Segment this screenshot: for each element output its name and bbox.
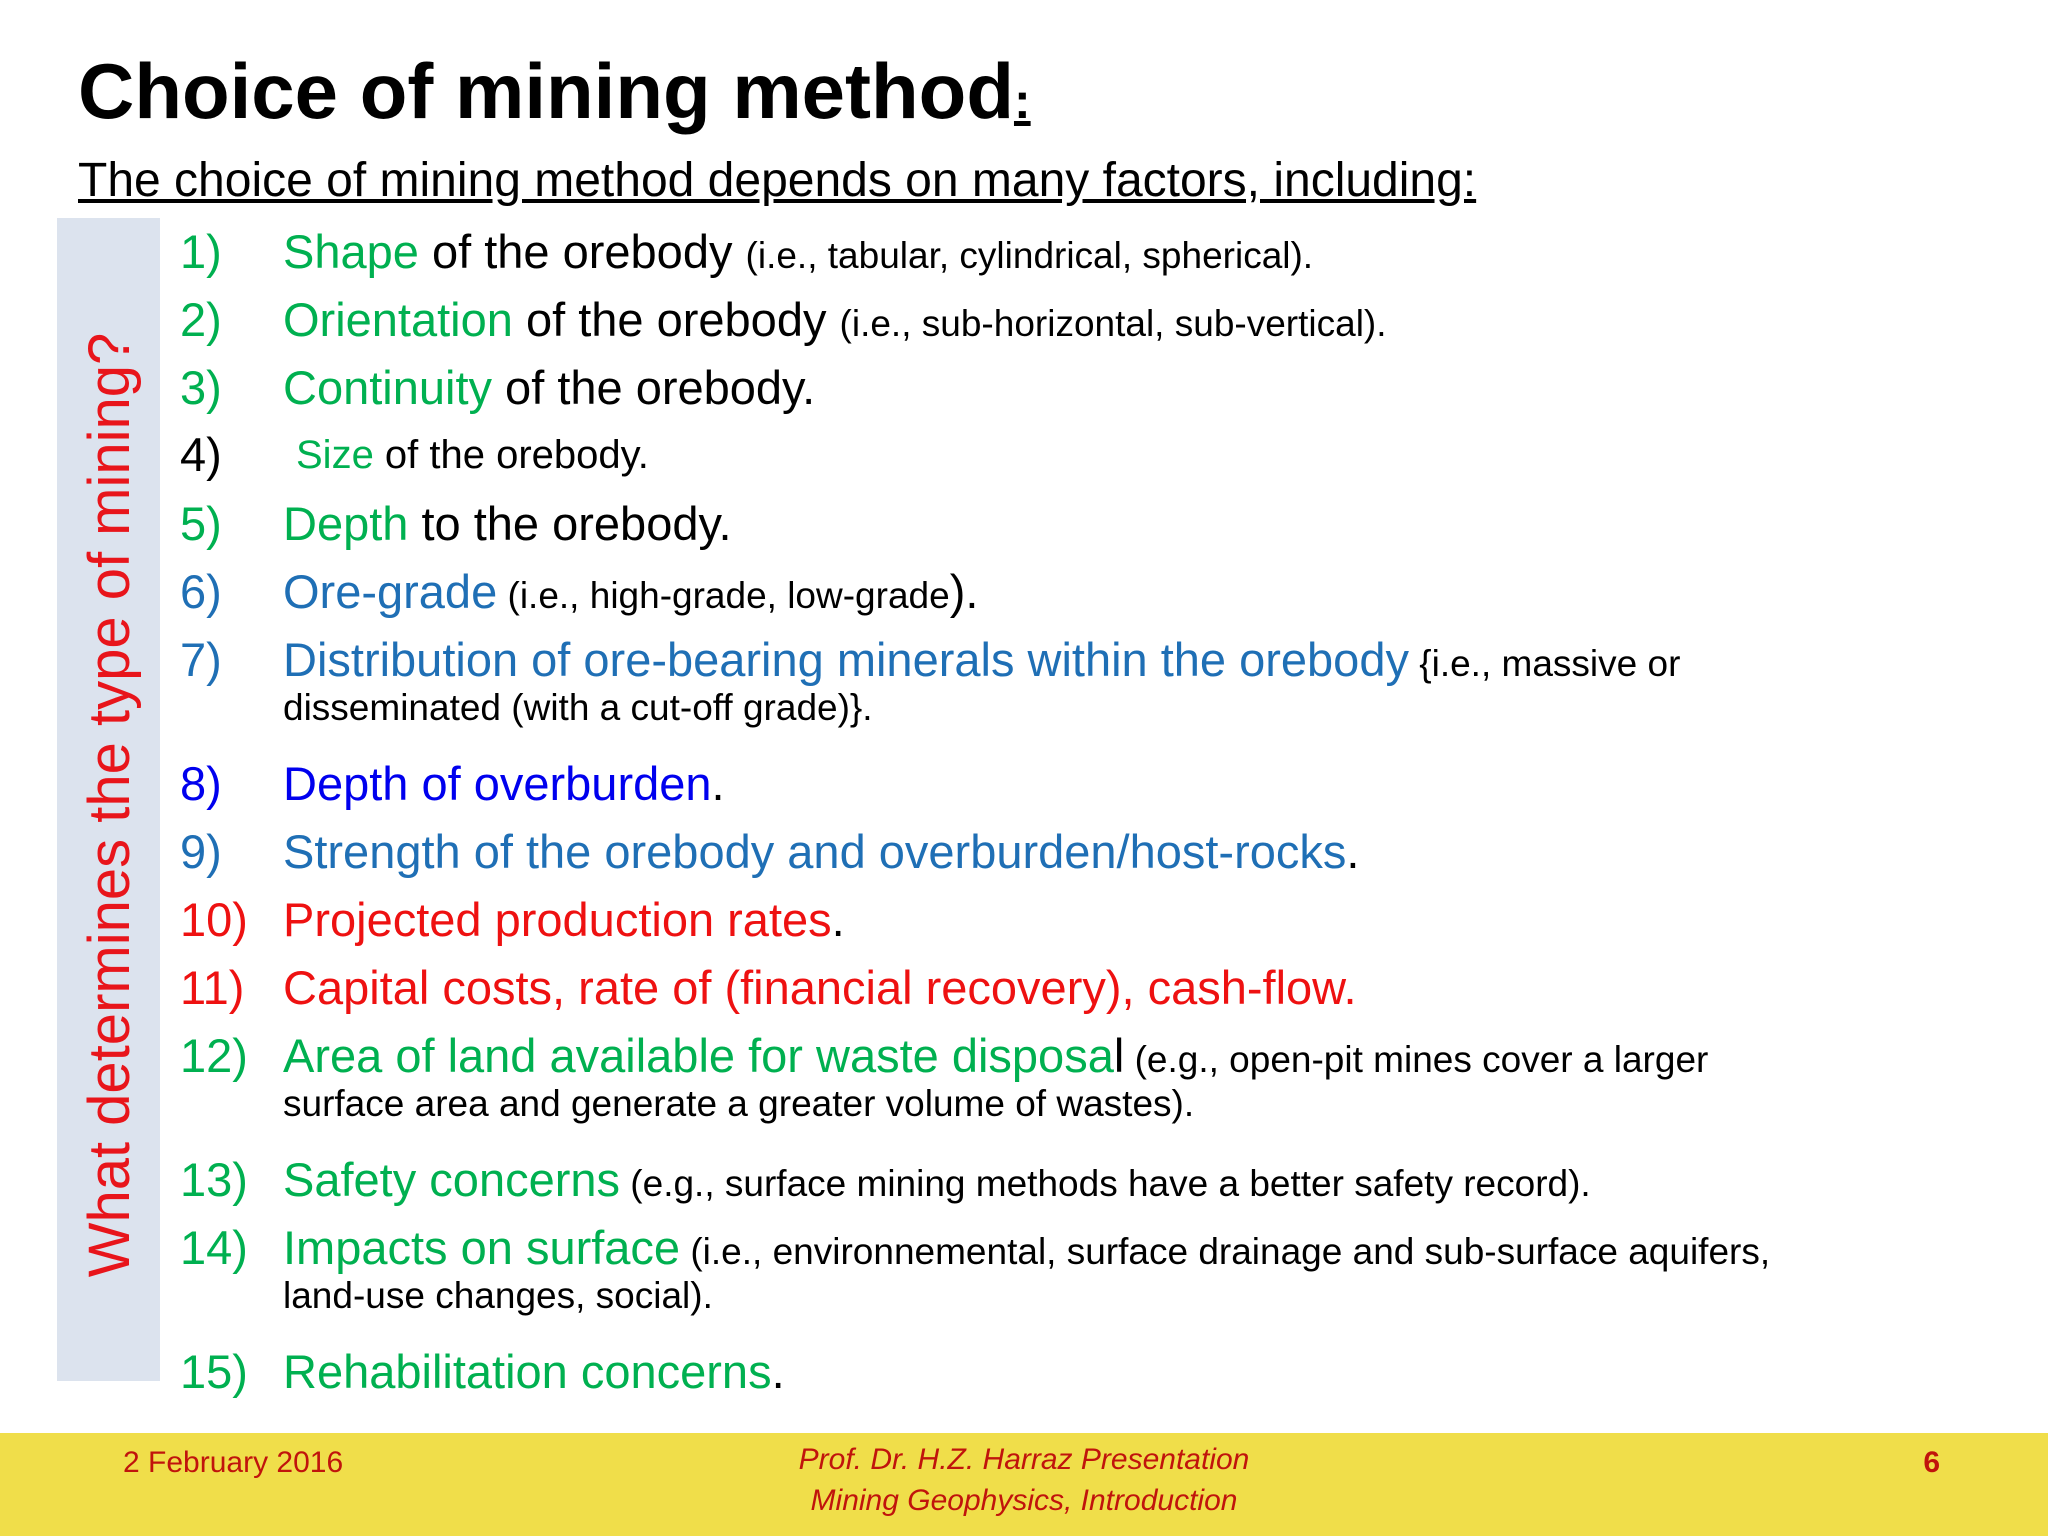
item-text: of the orebody. <box>373 433 649 477</box>
item-number: 3) <box>180 361 222 414</box>
list-item <box>180 428 2008 481</box>
list-item <box>180 225 2008 279</box>
footer-credits <box>724 1440 1324 1521</box>
page-number: 6 <box>1923 1446 1940 1479</box>
item-note: {i.e., massive or <box>1408 643 1681 684</box>
item-number: 5) <box>180 497 222 550</box>
item-note-continued: land-use changes, social). <box>283 1275 713 1317</box>
item-punct: ). <box>949 565 979 618</box>
item-factor: Distribution of ore-bearing minerals within the orebody <box>283 633 1409 686</box>
item-number: 2) <box>180 293 222 346</box>
item-number: 12) <box>180 1029 248 1082</box>
list-item <box>180 633 2008 730</box>
item-number: 11) <box>180 961 245 1014</box>
footer-date: 2 February 2016 <box>123 1446 344 1479</box>
list-item <box>180 1345 2008 1399</box>
slide-title <box>78 47 1031 135</box>
slide-subtitle: The choice of mining method depends on many factors, including: <box>78 154 1477 207</box>
item-note-continued: disseminated (with a cut-off grade)}. <box>283 687 873 729</box>
list-item <box>180 293 2008 347</box>
item-text: l <box>1113 1029 1125 1082</box>
list-item <box>180 757 2008 811</box>
list-item <box>180 1029 2008 1126</box>
list-item <box>180 361 2008 415</box>
item-factor: Orientation <box>283 293 513 346</box>
item-punct: . <box>711 757 725 810</box>
item-factor: Rehabilitation concerns <box>283 1345 772 1398</box>
item-factor: Impacts on surface <box>283 1221 681 1274</box>
item-note: (i.e., tabular, cylindrical, spherical). <box>745 235 1314 276</box>
item-number: 6) <box>180 565 222 618</box>
list-item <box>180 825 2008 879</box>
item-number: 10) <box>180 893 248 946</box>
item-text: of the orebody. <box>492 361 816 414</box>
list-item <box>180 497 2008 551</box>
item-punct: . <box>831 893 845 946</box>
item-factor: Shape <box>283 225 419 278</box>
item-note: (e.g., surface mining methods have a better safety record). <box>620 1163 1591 1204</box>
item-number: 15) <box>180 1345 248 1398</box>
footer-presenter: Prof. Dr. H.Z. Harraz Presentation <box>798 1443 1250 1476</box>
list-item <box>180 1153 2008 1207</box>
item-factor: Strength of the orebody and overburden/host-rocks <box>283 825 1347 878</box>
item-text: to the orebody. <box>408 497 732 550</box>
item-factor: Safety concerns <box>283 1153 621 1206</box>
list-item <box>180 961 2008 1015</box>
item-number: 8) <box>180 757 222 810</box>
item-note: (i.e., high-grade, low-grade <box>497 575 950 616</box>
item-punct: . <box>1346 825 1360 878</box>
item-note: (i.e., sub-horizontal, sub-vertical). <box>839 303 1387 344</box>
item-factor: Area of land available for waste disposa <box>283 1029 1114 1082</box>
item-note: (i.e., environnemental, surface drainage and sub-surface aquifers, <box>680 1231 1771 1272</box>
list-item <box>180 565 2008 619</box>
item-factor: Size <box>296 433 374 477</box>
side-label: What determines the type of mining? <box>77 332 142 1278</box>
item-number: 14) <box>180 1221 248 1274</box>
list-item <box>180 1221 2008 1318</box>
slide-title-colon: : <box>1013 73 1031 129</box>
item-factor: Depth of overburden <box>283 757 712 810</box>
item-number: 9) <box>180 825 222 878</box>
item-text: of the orebody <box>418 225 746 278</box>
item-note: (e.g., open-pit mines cover a larger <box>1124 1039 1709 1080</box>
item-factor: Capital costs, rate of (financial recovery), cash-flow. <box>283 961 1357 1014</box>
item-punct: . <box>771 1345 785 1398</box>
item-factor: Continuity <box>283 361 492 414</box>
item-factor: Ore-grade <box>283 565 498 618</box>
item-factor: Depth <box>283 497 409 550</box>
item-number: 4) <box>180 428 222 481</box>
item-text: of the orebody <box>512 293 840 346</box>
item-factor: Projected production rates <box>283 893 832 946</box>
item-number: 13) <box>180 1153 248 1206</box>
item-number: 7) <box>180 633 222 686</box>
slide-title-text: Choice of mining method <box>78 47 1014 135</box>
footer-course: Mining Geophysics, Introduction <box>810 1483 1238 1517</box>
item-number: 1) <box>180 225 222 278</box>
item-note-continued: surface area and generate a greater volume of wastes). <box>283 1083 1195 1125</box>
list-item <box>180 893 2008 947</box>
